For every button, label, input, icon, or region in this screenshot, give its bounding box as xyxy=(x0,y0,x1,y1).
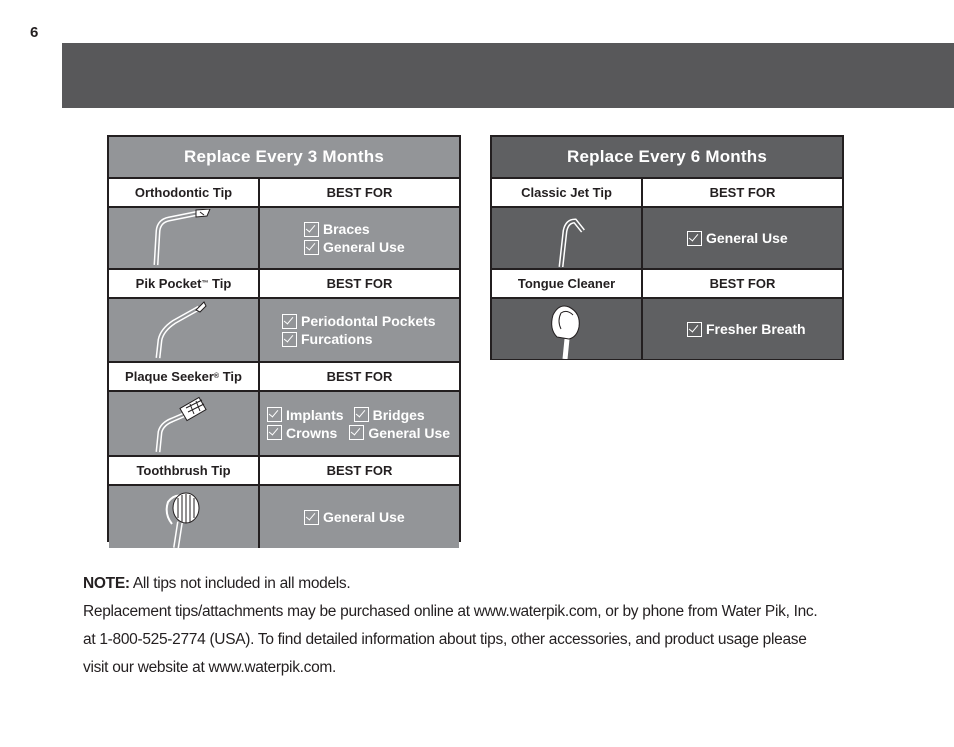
table-row xyxy=(109,206,459,268)
best-for-item: General Use xyxy=(706,230,788,246)
table-row-header xyxy=(109,268,459,297)
table-row xyxy=(109,390,459,455)
best-for-header: BEST FOR xyxy=(326,276,393,291)
tip-name: Orthodontic Tip xyxy=(109,179,260,206)
checkbox-icon xyxy=(304,510,319,525)
note-line: visit our website at www.waterpik.com. xyxy=(83,659,337,676)
best-for-header: BEST FOR xyxy=(326,463,393,478)
best-for-item: Fresher Breath xyxy=(706,321,806,337)
checkbox-icon xyxy=(282,314,297,329)
best-for-item: Periodontal Pockets xyxy=(301,313,436,329)
table-row-header xyxy=(109,361,459,390)
table-row xyxy=(109,297,459,361)
pik-pocket-tip-icon xyxy=(109,299,260,361)
table-row-header xyxy=(109,455,459,484)
table-row-header xyxy=(109,177,459,206)
note-line: Replacement tips/attachments may be purchased online at www.waterpik.com, or by phone from Water Pik, Inc. xyxy=(83,603,818,620)
classic-jet-tip-icon xyxy=(492,208,643,268)
best-for-item: Braces xyxy=(323,221,370,237)
best-for-header: BEST FOR xyxy=(326,185,393,200)
plaque-seeker-tip-icon xyxy=(109,392,260,455)
checkbox-icon xyxy=(304,222,319,237)
note-text: All tips not included in all models. xyxy=(132,575,351,592)
table-title: Replace Every 6 Months xyxy=(492,137,842,177)
checkbox-icon xyxy=(267,425,282,440)
tip-name: Tongue Cleaner xyxy=(492,270,643,297)
checkbox-icon xyxy=(282,332,297,347)
note-label: NOTE: xyxy=(83,575,130,592)
header-bar xyxy=(62,43,954,108)
notes-section xyxy=(83,570,883,682)
note-line: at 1-800-525-2774 (USA). To find detailed information about tips, other accessories, and product usage please xyxy=(83,631,807,648)
toothbrush-tip-icon xyxy=(109,486,260,548)
table-row xyxy=(492,206,842,268)
best-for-header: BEST FOR xyxy=(709,185,776,200)
best-for-header: BEST FOR xyxy=(709,276,776,291)
checkbox-icon xyxy=(349,425,364,440)
tip-name: Plaque Seeker ® Tip xyxy=(109,363,260,390)
best-for-header: BEST FOR xyxy=(326,369,393,384)
replace-3-months-table xyxy=(107,135,461,542)
best-for-item: Bridges xyxy=(372,406,425,423)
best-for-item: General Use xyxy=(323,239,405,255)
page-number: 6 xyxy=(30,24,39,41)
checkbox-icon xyxy=(304,240,319,255)
tip-name: Toothbrush Tip xyxy=(109,457,260,484)
table-title: Replace Every 3 Months xyxy=(109,137,459,177)
best-for-item: Implants xyxy=(286,406,344,423)
tip-name: Pik Pocket ™ Tip xyxy=(109,270,260,297)
best-for-item: General Use xyxy=(323,509,405,525)
checkbox-icon xyxy=(267,407,282,422)
best-for-item: General Use xyxy=(368,424,451,441)
tongue-cleaner-icon xyxy=(492,299,643,359)
table-row-header xyxy=(492,177,842,206)
table-row xyxy=(109,484,459,548)
replace-6-months-table xyxy=(490,135,844,360)
best-for-item: Crowns xyxy=(286,424,338,441)
note-line xyxy=(83,570,883,598)
orthodontic-tip-icon xyxy=(109,208,260,268)
table-row xyxy=(492,297,842,359)
checkbox-icon xyxy=(354,407,369,422)
checkbox-icon xyxy=(687,231,702,246)
table-row-header xyxy=(492,268,842,297)
checkbox-icon xyxy=(687,322,702,337)
tip-name: Classic Jet Tip xyxy=(492,179,643,206)
best-for-item: Furcations xyxy=(301,331,373,347)
